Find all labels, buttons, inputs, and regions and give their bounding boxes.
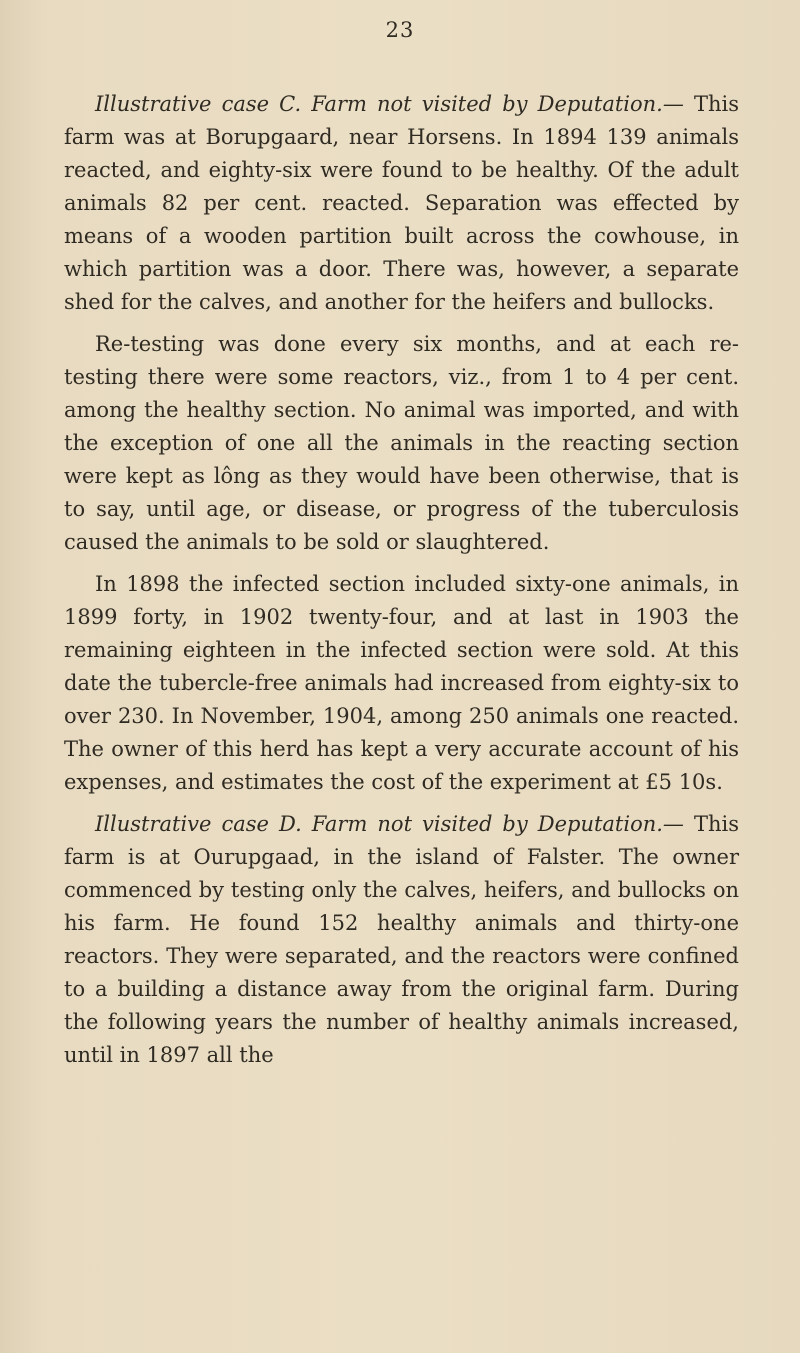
case-c-text: This farm was at Borupgaard, near Horsens. In 1894 139 animals reacted, and eighty-six were found to be healthy. Of the adult animals 82 per cent. reacted. Separation was effected by means of a wooden partition built across the cowhouse, in which partition was a door. There was, however, a separate shed for the calves, and another for the heifers and bullocks. [64, 92, 739, 314]
paragraph-infected-section [64, 568, 739, 799]
paragraph-case-d [64, 808, 739, 1072]
paragraph-retesting [64, 328, 739, 559]
body-text [64, 88, 739, 1081]
case-c-heading: Illustrative case C. Farm not visited by Deputation.— [95, 92, 684, 116]
page-number: 23 [385, 18, 415, 42]
case-d-heading: Illustrative case D. Farm not visited by Deputation.— [95, 812, 684, 836]
retesting-text: Re-testing was done every six months, and at each re-testing there were some reactors, viz., from 1 to 4 per cent. among the healthy section. No animal was imported, and with the exception of one all the animals in the reacting section were kept as lông as they would have been otherwise, that is to say, until age, or disease, or progress of the tuberculosis caused the animals to be sold or slaughtered. [64, 332, 739, 554]
infected-section-text: In 1898 the infected section included sixty-one animals, in 1899 forty, in 1902 twenty-four, and at last in 1903 the remaining eighteen in the infected section were sold. At this date the tubercle-free animals had increased from eighty-six to over 230. In November, 1904, among 250 animals one reacted. The owner of this herd has kept a very accurate account of his expenses, and estimates the cost of the experiment at £5 10s. [64, 572, 739, 794]
paragraph-case-c [64, 88, 739, 319]
case-d-text: This farm is at Ourupgaad, in the island of Falster. The owner commenced by testing only the calves, heifers, and bullocks on his farm. He found 152 healthy animals and thirty-one reactors. They were separated, and the reactors were confined to a building a distance away from the original farm. During the following years the number of healthy animals increased, until in 1897 all the [64, 812, 739, 1067]
